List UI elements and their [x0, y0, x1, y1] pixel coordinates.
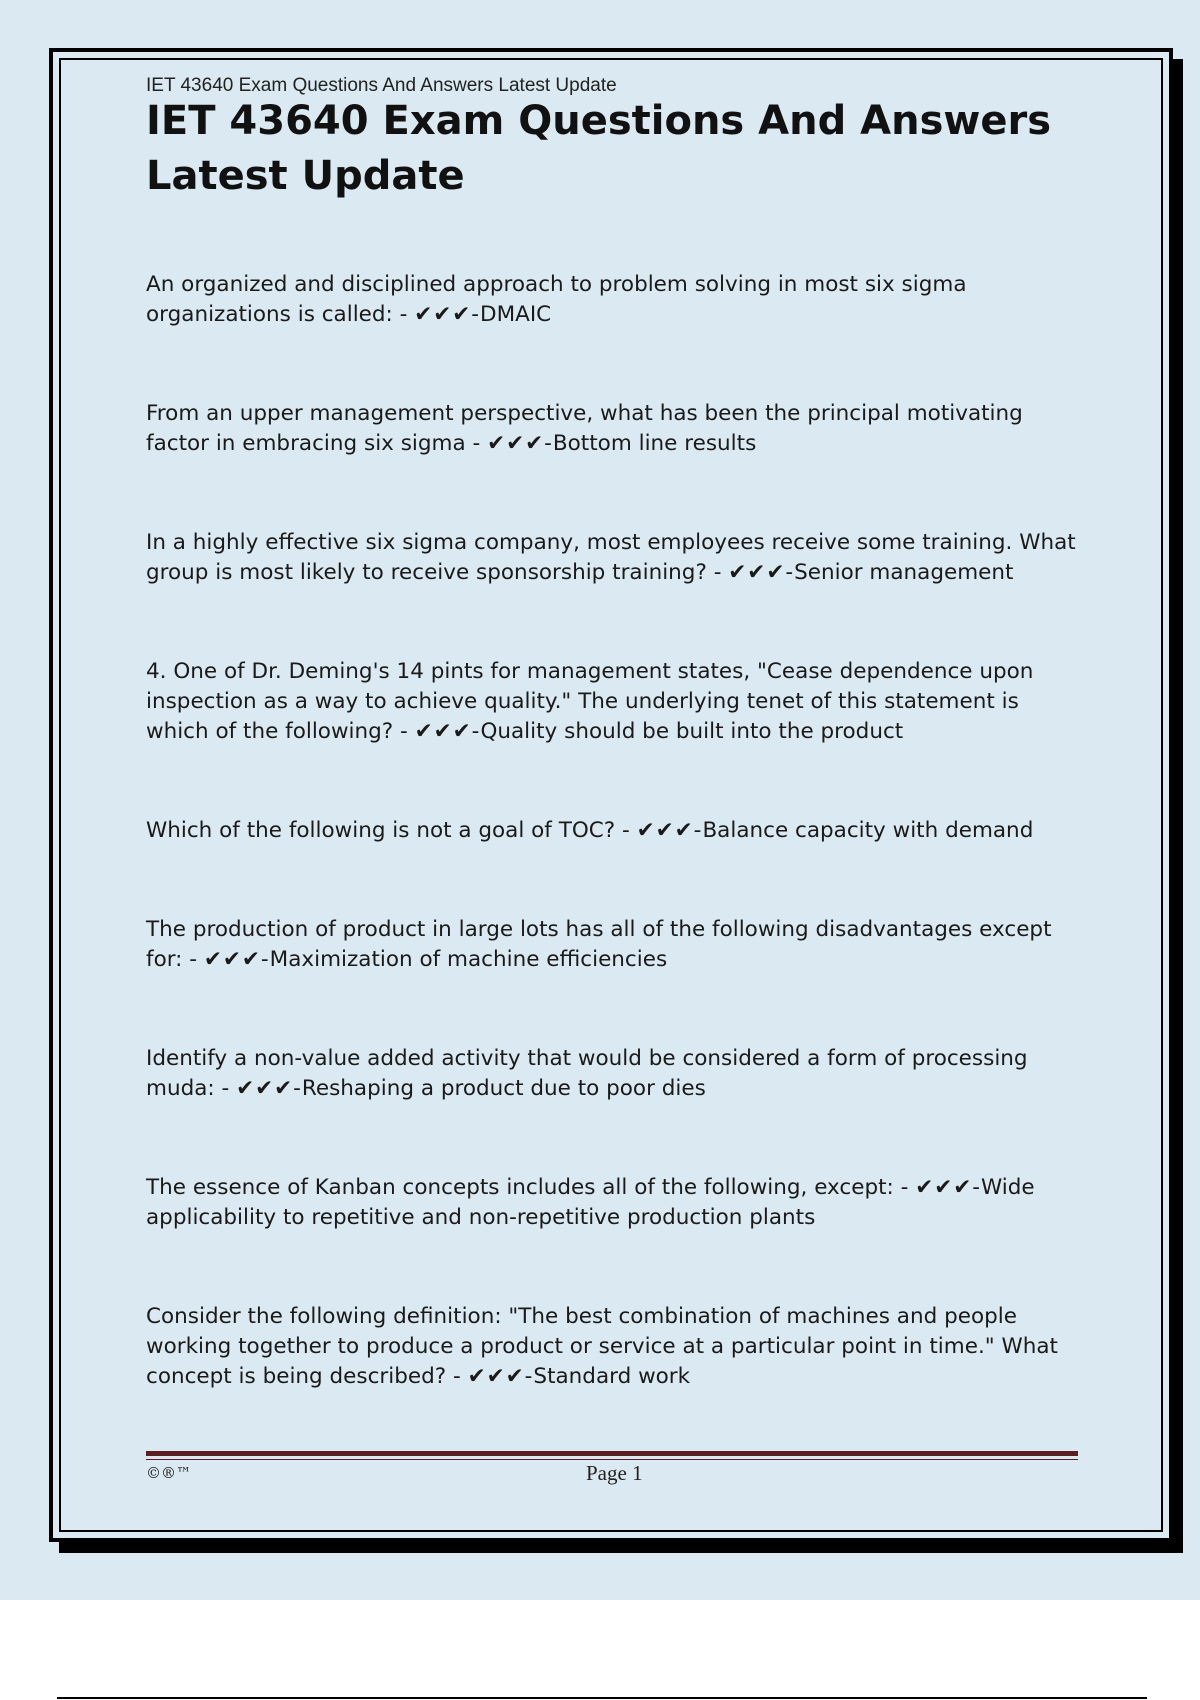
question-text: Identify a non-value added activity that would be considered a form of processing muda: -: [146, 1046, 1028, 1101]
qa-item: [146, 816, 1081, 846]
answer-text: Quality should be built into the product: [480, 719, 904, 744]
check-mark-icon: ✔✔✔-: [203, 947, 270, 972]
footer-page-number: Page 1: [586, 1461, 643, 1485]
check-mark-icon: ✔✔✔-: [236, 1076, 302, 1101]
qa-item: [146, 915, 1081, 975]
footer-rule-thin: [146, 1459, 1078, 1460]
answer-text: Bottom line results: [552, 431, 757, 456]
qa-list: [146, 270, 1081, 1461]
page-content: [146, 74, 1081, 1389]
footer-symbols: ©®™: [146, 1464, 191, 1482]
qa-item: [146, 399, 1081, 459]
question-text: Consider the following definition: "The best combination of machines and people working together to produce a product or service at a particular point in time." What concept is being described? -: [146, 1304, 1058, 1389]
check-mark-icon: ✔✔✔-: [915, 1175, 982, 1200]
check-mark-icon: ✔✔✔-: [728, 560, 795, 585]
answer-text: DMAIC: [480, 302, 552, 327]
check-mark-icon: ✔✔✔-: [467, 1364, 534, 1389]
check-mark-icon: ✔✔✔-: [636, 818, 703, 843]
question-text: Which of the following is not a goal of TOC? -: [146, 818, 637, 843]
qa-item: [146, 1302, 1081, 1392]
footer-rule: [146, 1451, 1078, 1460]
check-mark-icon: ✔✔✔-: [414, 719, 481, 744]
bottom-divider: [57, 1697, 1147, 1699]
qa-item: [146, 657, 1081, 747]
answer-text: Reshaping a product due to poor dies: [301, 1076, 706, 1101]
qa-item: [146, 528, 1081, 588]
footer-rule-thick: [146, 1451, 1078, 1456]
qa-item: [146, 1173, 1081, 1233]
answer-text: Standard work: [533, 1364, 691, 1389]
document-title: IET 43640 Exam Questions And Answers Latest Update: [146, 98, 1052, 199]
question-text: From an upper management perspective, what has been the principal motivating factor in embracing six sigma -: [146, 401, 1023, 456]
question-text: In a highly effective six sigma company, most employees receive some training. What group is most likely to receive sponsorship training? -: [146, 530, 1076, 585]
answer-text: Senior management: [794, 560, 1014, 585]
answer-text: Maximization of machine efficiencies: [269, 947, 668, 972]
qa-item: [146, 270, 1081, 330]
question-text: The production of product in large lots has all of the following disadvantages except for: -: [146, 917, 1052, 972]
answer-text: Balance capacity with demand: [702, 818, 1034, 843]
answer-text: Wide applicability to repetitive and non-repetitive production plants: [146, 1175, 1035, 1230]
qa-item: [146, 1044, 1081, 1104]
check-mark-icon: ✔✔✔-: [487, 431, 553, 456]
running-header: IET 43640 Exam Questions And Answers Latest Update: [146, 75, 617, 96]
question-text: The essence of Kanban concepts includes all of the following, except: -: [146, 1175, 916, 1200]
question-text: An organized and disciplined approach to problem solving in most six sigma organizations is called: -: [146, 272, 967, 327]
check-mark-icon: ✔✔✔-: [414, 302, 481, 327]
question-text: 4. One of Dr. Deming's 14 pints for management states, "Cease dependence upon inspection as a way to achieve quality." The underlying tenet of this statement is which of the following? -: [146, 659, 1034, 744]
